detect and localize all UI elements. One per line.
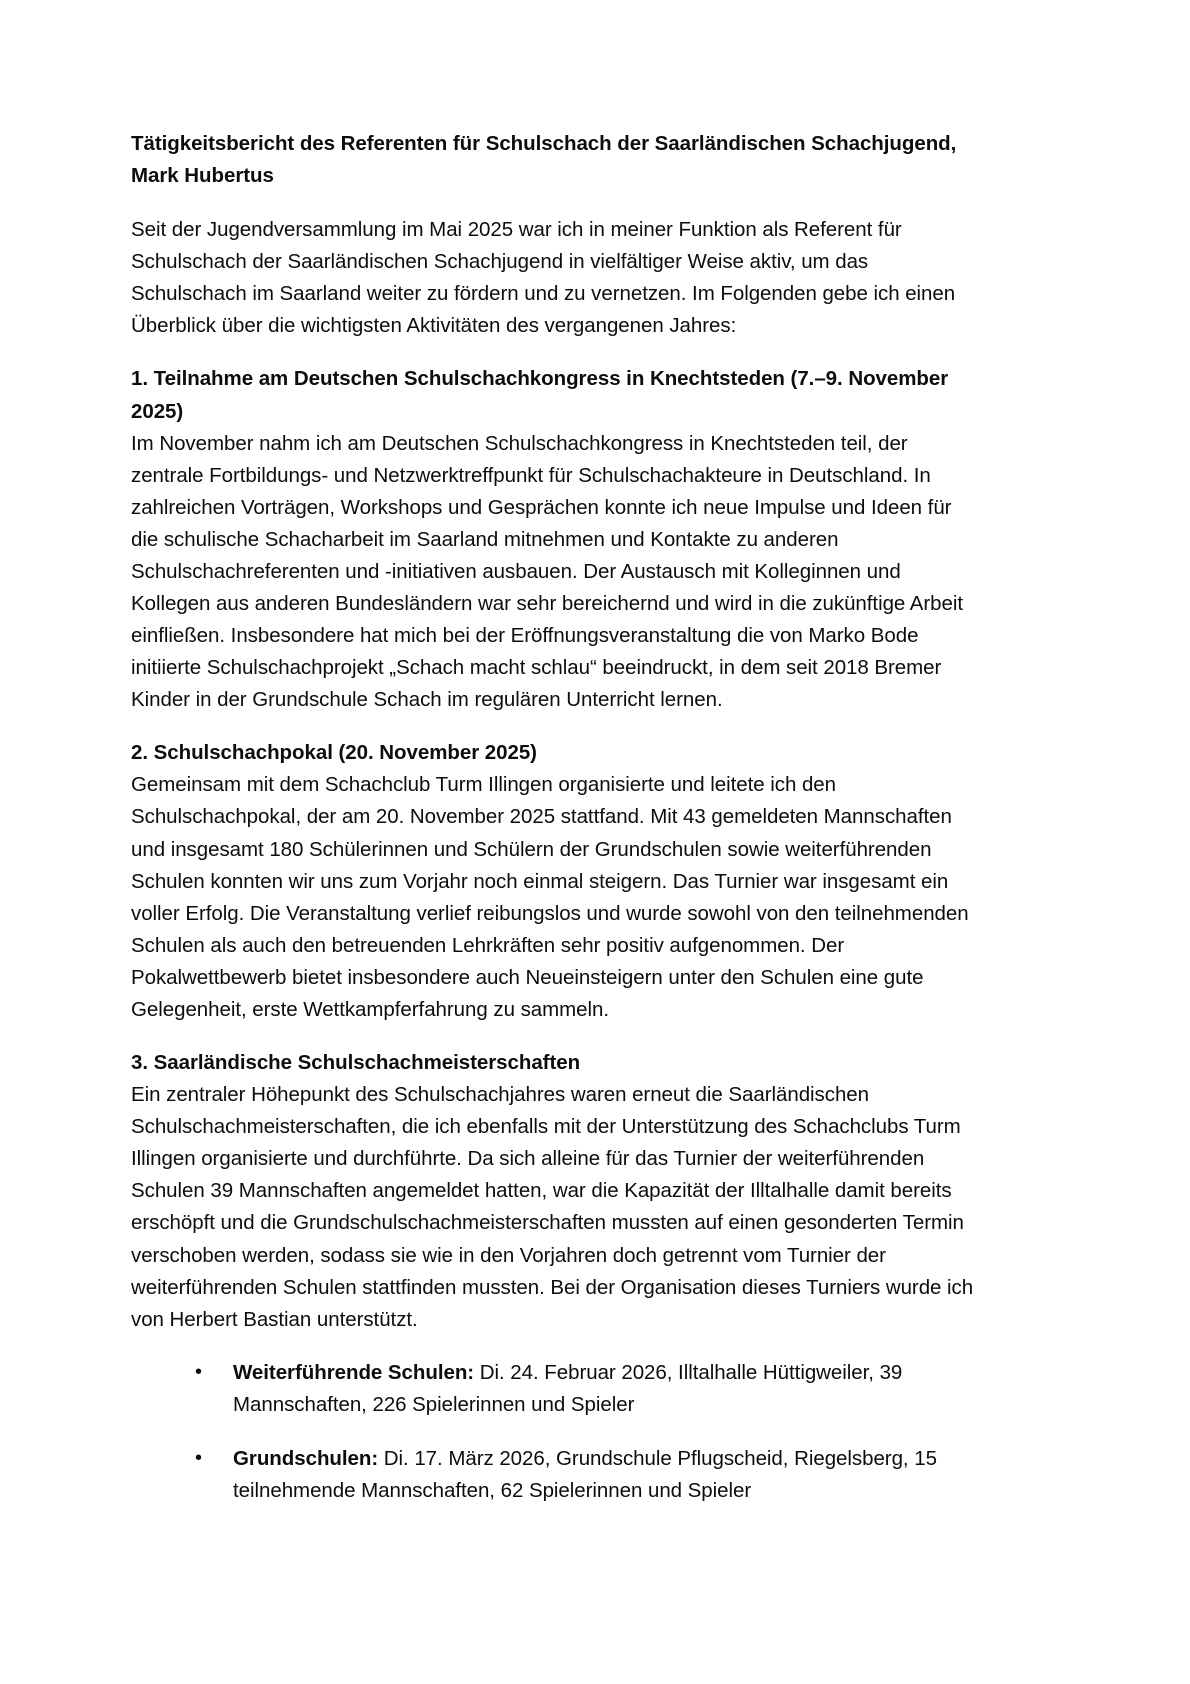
section-2-heading: 2. Schulschachpokal (20. November 2025)	[131, 741, 537, 765]
bullet-icon: •	[195, 1446, 202, 1469]
tournament-dates-list	[131, 1357, 976, 1507]
list-item-label: Weiterführende Schulen:	[233, 1360, 475, 1384]
intro-paragraph: Seit der Jugendversammlung im Mai 2025 war ich in meiner Funktion als Referent für Schulschach der Saarländischen Schachjugend in vielfältiger Weise aktiv, um das Schulschach im Saarland weiter zu fördern und zu vernetzen. Im Folgenden gebe ich einen Überblick über die wichtigsten Aktivitäten des vergangenen Jahres:	[131, 218, 956, 338]
list-item	[195, 1357, 963, 1421]
section-3	[131, 1047, 976, 1336]
list-item-label: Grundschulen:	[233, 1446, 379, 1470]
bullet-icon: •	[195, 1360, 202, 1383]
section-1-heading: 1. Teilnahme am Deutschen Schulschachkongress in Knechtsteden (7.–9. November 2025)	[131, 367, 949, 423]
page-title: Tätigkeitsbericht des Referenten für Schulschach der Saarländischen Schachjugend, Mark Hubertus	[131, 132, 957, 188]
section-1-text: Im November nahm ich am Deutschen Schulschachkongress in Knechtsteden teil, der zentrale Fortbildungs- und Netzwerktreffpunkt für Schulschachakteure in Deutschland. In zahlreichen Vorträgen, Workshops und Gesprächen konnte ich neue Impulse und Ideen für die schulische Schacharbeit im Saarland mitnehmen und Kontakte zu anderen Schulschachreferenten und -initiativen ausbauen. Der Austausch mit Kolleginnen und Kollegen aus anderen Bundesländern war sehr bereichernd und wird in die zukünftige Arbeit einfließen. Insbesondere hat mich bei der Eröffnungsveranstaltung die von Marko Bode initiierte Schulschachprojekt „Schach macht schlau“ beeindruckt, in dem seit 2018 Bremer Kinder in der Grundschule Schach im regulären Unterricht lernen.	[131, 431, 964, 712]
section-1	[131, 363, 976, 716]
section-3-text: Ein zentraler Höhepunkt des Schulschachjahres waren erneut die Saarländischen Schulschachmeisterschaften, die ich ebenfalls mit der Unterstützung des Schachclubs Turm Illingen organisierte und durchführte. Da sich alleine für das Turnier der weiterführenden Schulen 39 Mannschaften angemeldet hatten, war die Kapazität der Illtalhalle damit bereits erschöpft und die Grundschulschachmeisterschaften mussten auf einen gesonderten Termin verschoben werden, sodass sie wie in den Vorjahren doch getrennt vom Turnier der weiterführenden Schulen stattfinden mussten. Bei der Organisation dieses Turniers wurde ich von Herbert Bastian unterstützt.	[131, 1083, 974, 1331]
document-body	[131, 128, 976, 1507]
section-3-heading: 3. Saarländische Schulschachmeisterschaften	[131, 1051, 581, 1075]
list-item-text: Di. 17. März 2026, Grundschule Pflugscheid, Riegelsberg, 15 teilnehmende Mannschaften, 62 Spielerinnen und Spieler	[233, 1446, 937, 1502]
list-item	[195, 1443, 963, 1507]
section-2-text: Gemeinsam mit dem Schachclub Turm Illingen organisierte und leitete ich den Schulschachpokal, der am 20. November 2025 stattfand. Mit 43 gemeldeten Mannschaften und insgesamt 180 Schülerinnen und Schülern der Grundschulen sowie weiterführenden Schulen konnten wir uns zum Vorjahr noch einmal steigern. Das Turnier war insgesamt ein voller Erfolg. Die Veranstaltung verlief reibungslos und wurde sowohl von den teilnehmenden Schulen als auch den betreuenden Lehrkräften sehr positiv aufgenommen. Der Pokalwettbewerb bietet insbesondere auch Neueinsteigern unter den Schulen eine gute Gelegenheit, erste Wettkampferfahrung zu sammeln.	[131, 773, 969, 1021]
list-item-text: Di. 24. Februar 2026, Illtalhalle Hüttigweiler, 39 Mannschaften, 226 Spielerinnen und Spieler	[233, 1360, 903, 1416]
section-2	[131, 737, 976, 1026]
